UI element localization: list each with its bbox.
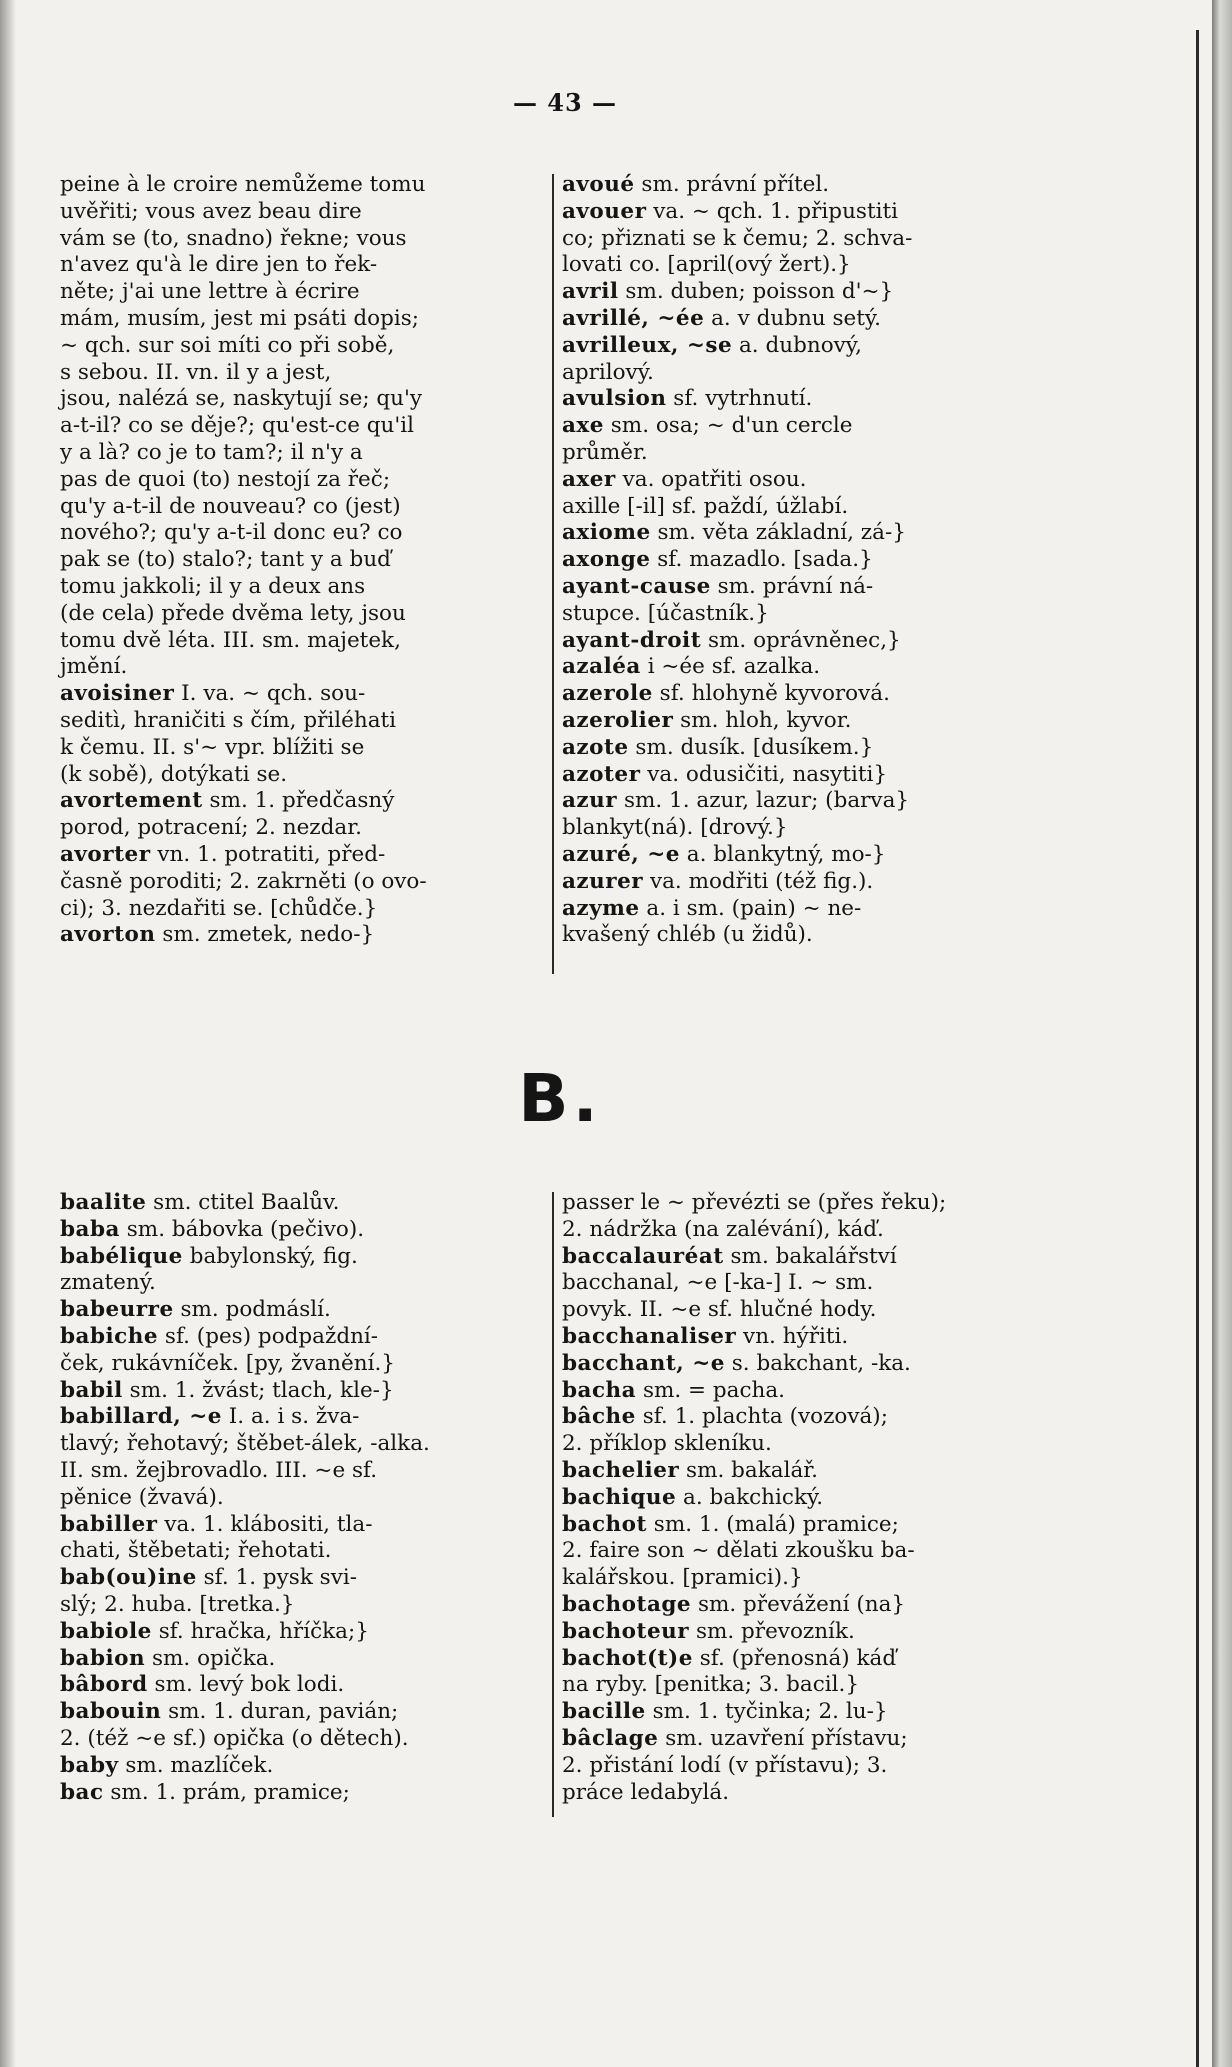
entry-line: axille [-il] sf. paždí, úžlabí. xyxy=(562,493,849,519)
entry-line: II. sm. žejbrovadlo. III. ~e sf. xyxy=(60,1457,378,1483)
entry-line: lovati co. [april(ový žert).} xyxy=(562,252,851,278)
entry-line: avril sm. duben; poisson d'~} xyxy=(562,279,894,305)
entry-line: avortement sm. 1. předčasný xyxy=(60,788,395,814)
entry-line: babiole sf. hračka, hříčka;} xyxy=(60,1618,369,1644)
entry-line: avorter vn. 1. potratiti, před- xyxy=(60,841,386,867)
entry-line: babeurre sm. podmáslí. xyxy=(60,1297,331,1323)
entry-line: bab(ou)ine sf. 1. pysk svi- xyxy=(60,1565,357,1591)
entry-line: stupce. [účastník.} xyxy=(562,600,769,626)
entry-line: axe sm. osa; ~ d'un cercle xyxy=(562,413,853,439)
entry-line: avorton sm. zmetek, nedo-} xyxy=(60,922,375,948)
entry-line: azuré, ~e a. blankytný, mo-} xyxy=(562,841,886,867)
entry-line: jmění. xyxy=(60,654,128,680)
entry-line: baccalauréat sm. bakalářství xyxy=(562,1243,897,1269)
entry-line: qu'y a-t-il de nouveau? co (jest) xyxy=(60,493,401,519)
entry-line: 2. (též ~e sf.) opička (o dětech). xyxy=(60,1725,409,1751)
column-right-section-b xyxy=(562,1190,1038,1806)
entry-line: bacha sm. = pacha. xyxy=(562,1377,786,1403)
entry-line: avrilleux, ~se a. dubnový, xyxy=(562,332,862,358)
entry-line: azote sm. dusík. [dusíkem.} xyxy=(562,734,874,760)
entry-line: babion sm. opička. xyxy=(60,1645,276,1671)
entry-line: 2. příklop skleníku. xyxy=(562,1431,772,1457)
entry-line: bachot(t)e sf. (přenosná) káď xyxy=(562,1645,897,1671)
page-number: — 43 — xyxy=(512,88,618,117)
entry-line: bachot sm. 1. (malá) pramice; xyxy=(562,1511,899,1537)
entry-line: 2. nádržka (na zalévání), káď. xyxy=(562,1216,884,1242)
entry-line: ~ qch. sur soi míti co při sobě, xyxy=(60,332,395,358)
entry-line: bachelier sm. bakalář. xyxy=(562,1457,819,1483)
entry-line: bachotage sm. převážení (na} xyxy=(562,1591,906,1617)
entry-line: něte; j'ai une lettre à écrire xyxy=(60,279,360,305)
entry-line: tomu dvě léta. III. sm. majetek, xyxy=(60,627,401,653)
entry-line: chati, štěbetati; řehotati. xyxy=(60,1538,332,1564)
entry-line: baalite sm. ctitel Baalův. xyxy=(60,1190,340,1215)
entry-line: axer va. opatřiti osou. xyxy=(562,466,807,492)
column-divider-section-b xyxy=(552,1192,554,1817)
entry-line: tlavý; řehotavý; štěbet-álek, -alka. xyxy=(60,1431,430,1457)
column-right-section-a xyxy=(562,172,1038,949)
entry-line: práce ledabylá. xyxy=(562,1779,730,1805)
entry-line: azerole sf. hlohyně kyvorová. xyxy=(562,681,890,707)
entry-line: bacille sm. 1. tyčinka; 2. lu-} xyxy=(562,1699,888,1725)
entry-line: babillard, ~e I. a. i s. žva- xyxy=(60,1404,360,1430)
entry-line: bachoteur sm. převozník. xyxy=(562,1618,855,1644)
entry-line: y a là? co je to tam?; il n'y a xyxy=(60,439,363,465)
entry-line: na ryby. [penitka; 3. bacil.} xyxy=(562,1672,860,1698)
entry-line: seditì, hraničiti s čím, přiléhati xyxy=(60,707,397,733)
section-heading-letter: B. xyxy=(518,1060,602,1137)
entry-line: azurer va. modřiti (též fig.). xyxy=(562,868,874,894)
entry-line: zmatený. xyxy=(60,1270,156,1296)
entry-line: babiche sf. (pes) podpaždní- xyxy=(60,1323,379,1349)
entry-line: 2. přistání lodí (v přístavu); 3. xyxy=(562,1752,888,1778)
entry-line: (de cela) přede dvěma lety, jsou xyxy=(60,600,406,626)
entry-line: 2. faire son ~ dělati zkoušku ba- xyxy=(562,1538,915,1564)
entry-line: pěnice (žvavá). xyxy=(60,1484,224,1510)
entry-line: babouin sm. 1. duran, pavián; xyxy=(60,1699,399,1725)
entry-line: babil sm. 1. žvást; tlach, kle-} xyxy=(60,1377,394,1403)
entry-line: bâclage sm. uzavření přístavu; xyxy=(562,1725,908,1751)
entry-line: s sebou. II. vn. il y a jest, xyxy=(60,359,332,385)
entry-line: baba sm. bábovka (pečivo). xyxy=(60,1216,365,1242)
column-left-section-a xyxy=(60,172,540,949)
entry-line: jsou, nalézá se, naskytují se; qu'y xyxy=(60,386,423,412)
entry-line: azerolier sm. hloh, kyvor. xyxy=(562,707,852,733)
entry-line: bâbord sm. levý bok lodi. xyxy=(60,1672,345,1698)
entry-line: bac sm. 1. prám, pramice; xyxy=(60,1779,350,1805)
entry-line: porod, potracení; 2. nezdar. xyxy=(60,815,362,841)
entry-line: axiome sm. věta základní, zá-} xyxy=(562,520,906,546)
entry-line: ayant-cause sm. právní ná- xyxy=(562,573,874,599)
entry-line: uvěřiti; vous avez beau dire xyxy=(60,198,362,224)
entry-line: ayant-droit sm. oprávněnec,} xyxy=(562,627,901,653)
entry-line: kalářskou. [pramici).} xyxy=(562,1565,803,1591)
entry-line: bacchanaliser vn. hýřiti. xyxy=(562,1323,849,1349)
entry-line: azaléa i ~ée sf. azalka. xyxy=(562,654,821,680)
entry-line: baby sm. mazlíček. xyxy=(60,1752,274,1778)
page-edge-line xyxy=(1196,30,1199,2067)
entry-line: n'avez qu'à le dire jen to řek- xyxy=(60,252,378,278)
entry-line: k čemu. II. s'~ vpr. blížiti se xyxy=(60,734,365,760)
entry-line: pas de quoi (to) nestojí za řeč; xyxy=(60,466,391,492)
entry-line: axonge sf. mazadlo. [sada.} xyxy=(562,547,873,573)
entry-line: slý; 2. huba. [tretka.} xyxy=(60,1591,295,1617)
entry-line: ček, rukávníček. [py, žvanění.} xyxy=(60,1350,395,1376)
entry-line: bâche sf. 1. plachta (vozová); xyxy=(562,1404,888,1430)
column-divider-section-a xyxy=(552,174,554,974)
entry-line: (k sobě), dotýkati se. xyxy=(60,761,288,787)
column-left-section-b xyxy=(60,1190,540,1806)
page-left-shadow xyxy=(0,0,16,2067)
entry-line: avulsion sf. vytrhnutí. xyxy=(562,386,813,412)
entry-line: avoué sm. právní přítel. xyxy=(562,172,830,197)
entry-line: babélique babylonský, fig. xyxy=(60,1243,358,1269)
entry-line: avrillé, ~ée a. v dubnu setý. xyxy=(562,305,882,331)
entry-line: pak se (to) stalo?; tant y a buď xyxy=(60,547,391,573)
entry-line: průměr. xyxy=(562,439,648,465)
entry-line: a-t-il? co se děje?; qu'est-ce qu'il xyxy=(60,413,415,439)
entry-line: ci); 3. nezdařiti se. [chůdče.} xyxy=(60,895,378,921)
page-edge xyxy=(1212,0,1232,2067)
entry-line: tomu jakkoli; il y a deux ans xyxy=(60,573,366,599)
entry-line: avoisiner I. va. ~ qch. sou- xyxy=(60,681,366,707)
entry-line: blankyt(ná). [drový.} xyxy=(562,815,788,841)
entry-line: avouer va. ~ qch. 1. připustiti xyxy=(562,198,898,224)
entry-line: co; přiznati se k čemu; 2. schva- xyxy=(562,225,913,251)
entry-line: passer le ~ převézti se (přes řeku); xyxy=(562,1190,947,1215)
entry-line: azyme a. i sm. (pain) ~ ne- xyxy=(562,895,862,921)
entry-line: nového?; qu'y a-t-il donc eu? co xyxy=(60,520,403,546)
entry-line: peine à le croire nemůžeme tomu xyxy=(60,172,426,197)
entry-line: azur sm. 1. azur, lazur; (barva} xyxy=(562,788,910,814)
entry-line: azoter va. odusičiti, nasytiti} xyxy=(562,761,888,787)
entry-line: mám, musím, jest mi psáti dopis; xyxy=(60,305,420,331)
entry-line: kvašený chléb (u židů). xyxy=(562,922,813,948)
entry-line: povyk. II. ~e sf. hlučné hody. xyxy=(562,1297,877,1323)
entry-line: aprilový. xyxy=(562,359,654,385)
entry-line: časně poroditi; 2. zakrněti (o ovo- xyxy=(60,868,427,894)
entry-line: vám se (to, snadno) řekne; vous xyxy=(60,225,407,251)
entry-line: babiller va. 1. klábositi, tla- xyxy=(60,1511,373,1537)
entry-line: bacchanal, ~e [-ka-] I. ~ sm. xyxy=(562,1270,874,1296)
entry-line: bachique a. bakchický. xyxy=(562,1484,824,1510)
entry-line: bacchant, ~e s. bakchant, -ka. xyxy=(562,1350,911,1376)
